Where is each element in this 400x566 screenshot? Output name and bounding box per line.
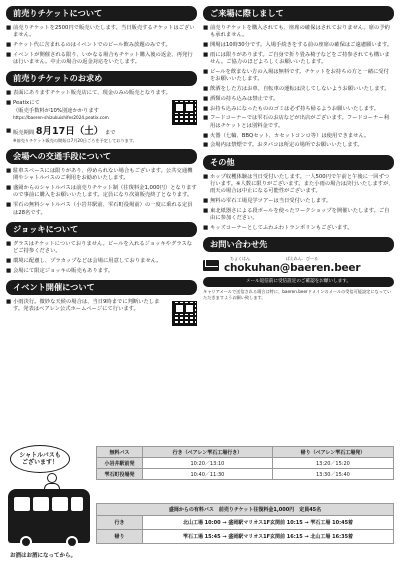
visit-item-6: ■ 酒類の持ち込みは禁止です。 [203, 95, 279, 102]
sales-period-note: ※前売りチケット販売の開始は7月20日ごろを予定しております。 [13, 137, 137, 143]
table-row [97, 504, 394, 516]
route-times: 雫石工場 15:45 → 盛岡駅マリオス1F玄関前 16:15 → 北山工場 16:35着 [143, 530, 394, 544]
peatix-qr-code[interactable] [172, 100, 197, 125]
stop-name: 小岩井駅前発 [97, 458, 143, 469]
visit-item-2: ■ 開場は10時30分です。入場手続きをする前の座席の確保はご遠慮願います。 [203, 42, 393, 49]
jug-item-3: ■ 会場にて限定ジョッキの販売もあります。 [6, 267, 114, 274]
free-bus-header: 無料バス [97, 447, 143, 458]
other-item-1: ■ ホップ収穫体験は当日受付いたします。一人500円で午前と午後に一回ずつ行います。※人数に限りがございます。また小雨の場合は決行いたしますが、雨天の場合は中止になる可能性がございます。 [203, 173, 394, 195]
advance-ticket-heading: 前売りチケットについて [6, 6, 197, 21]
jug-heading: ジョッキについて [6, 222, 197, 237]
peatix-url[interactable]: https://baeren-shizukuishifes2024.peatix.com [13, 114, 109, 120]
visit-item-8: ■ フードコーナーでは雫石のお店などが出店がございます。フードコーナー利用はチケットとは別料金です。 [203, 115, 389, 129]
event-heading: イベント開催について [6, 280, 197, 295]
paid-bus-timetable [96, 503, 394, 544]
drinking-age-caption: お酒はお酒になってから。 [10, 553, 77, 559]
mail-settings-bar: メール返信前に受信設定のご確認をお願いします。 [203, 277, 394, 287]
direction-label: 行き [97, 516, 143, 530]
visit-item-1: ■ 前売りチケットを購入されても、座席の確保はされておりません。席の予約も承れません。 [203, 25, 390, 39]
table-row [97, 469, 394, 480]
go-times: 10:40／11:30 [143, 469, 273, 480]
table-row [97, 516, 394, 530]
free-bus-timetable [96, 446, 394, 480]
other-item-4: ■ キッズコーナーとしてふわふわトランポリンもございます。 [203, 224, 353, 231]
peatix-label: Peatixにて [13, 100, 40, 107]
other-item-2: ■ 無料の雫石工場見学ツアーは当日受付いたします。 [203, 198, 332, 205]
right-column [203, 6, 394, 300]
mail-settings-note: キャリアメールで送信される場合は特に、baeren.beerドメインのメールの受信可能設定になっていただきますようお願い致します。 [203, 289, 392, 300]
sales-period-date: 8月17日（土） [35, 126, 104, 138]
visit-item-9: ■ 火器（七輪、BBQセット、カセットコンロ等）は使用できません。 [203, 132, 370, 139]
visit-item-4: ■ ビールを飲まない方の入場は無料です。チケットをお持ちの方と一緒に受付をお願いいたします。 [203, 68, 389, 83]
table-row [97, 530, 394, 544]
advance-item-3: ■ イベントが開催される限り、いかなる場合もチケット購入後の返金、再発行は行いません。中止の場合の返金対応をいたします。 [6, 51, 193, 66]
jug-item-2: ■ 環境に配慮し、プラカップなどは会場に用意しておりません。 [6, 257, 162, 264]
peatix-row: ■ Peatixにて （販売手数料が10%別途かかります https://baeren-shizukuishifes2024.peatix.com [6, 100, 197, 125]
advance-item-1: ■ 前売りチケットを2500円で販売いたします。当日販売するチケットはございません。 [6, 25, 195, 39]
left-column [6, 6, 197, 326]
advance-item-2: ■ チケット代に含まれるのはイベントでのビール飲み放題のみです。 [6, 42, 171, 49]
shuttle-bubble: シャトルバスも ございます！ [10, 445, 70, 473]
event-item: ■ 小雨決行。微妙な天候の場合は、当日9時までに判断いたします。発表はベアレン公式ホームページにて行います。 [6, 299, 160, 313]
bus-icon [8, 489, 90, 543]
back-times: 13:20／15:20 [272, 458, 393, 469]
contact-heading: お問い合わせ先 [203, 237, 394, 252]
transport-item-2: ■ 盛岡からのシャトルバスは前売りチケット制（往復料金1,000円）となりますので事前に購入をお願いいたします。定員になり次第販売終了となります。 [6, 185, 197, 199]
transport-item-3: ■ 雫石の無料シャトルバス（小岩井駅前、雫石町役場前）の一度に乗れる定員は28名です。 [6, 202, 193, 216]
back-times: 13:30／15:40 [272, 469, 393, 480]
peatix-fee-note: （販売手数料が10%別途かかります [13, 107, 99, 114]
visit-heading: ご来場に際しまして [203, 6, 394, 21]
direction-label: 帰り [97, 530, 143, 544]
event-row [6, 299, 197, 326]
shuttle-illustration [6, 445, 96, 563]
visit-item-3: ■ 雨には限りがあります。ご自身で折り畳み椅子などをご持参されても構いません。ご協力のほどよろしくお願いいたします。 [203, 51, 390, 66]
visit-item-10: ■ 会場内は禁煙です。おタバコは所定の場所でお願いいたします。 [203, 142, 363, 149]
other-heading: その他 [203, 155, 394, 170]
jug-item-1: ■ グラスはチケットについておりません。ビールを入れるジョッキやグラスなどご持参ください。 [6, 240, 193, 255]
visit-item-5: ■ 飲酒をした方はお車、自転車の運転は決してしないようお願いいたします。 [203, 86, 390, 93]
contact-email-row [203, 256, 394, 274]
transport-item-1: ■ 駐車スペースには限りがあり、停められない場合もございます。公共交通機関やシャトルバスのご利用をお勧めいたします。 [6, 168, 193, 182]
paid-bus-title: 盛岡からの有料バス 前売りチケット往復料金1,000円 定員45名 [97, 504, 394, 516]
contact-email[interactable]: chokuhan@baeren.beer [224, 262, 361, 275]
back-header: 帰り（ベアレン雫石工場発） [272, 447, 393, 458]
visit-item-7: ■ お持ち込みになったもののゴミは必ず持ち帰るようお願いいたします。 [203, 105, 380, 112]
purchase-item-store: ■ 表面にありますチケット販売店にて、現金のみの販売となります。 [6, 90, 171, 97]
transport-heading: 会場への交通手段について [6, 149, 197, 164]
sales-period: ■ 販売期間 8月17日（土） まで [6, 126, 116, 138]
route-times: 北山工場 10:00 → 盛岡駅マリオス1F玄関前 10:15 → 雫石工場 10:45着 [143, 516, 394, 530]
go-times: 10:20／13:10 [143, 458, 273, 469]
email-ruby: ちょくはん ばえれん．びーる [230, 256, 318, 262]
mail-icon [203, 260, 219, 271]
table-row [97, 458, 394, 469]
purchase-heading: 前売りチケットのお求め [6, 71, 197, 86]
other-item-3: ■ 東北紙器さによる段ボールを使ったワークショップを開催いたします。ご自由に参加ください。 [203, 207, 390, 222]
go-header: 行き（ベアレン雫石工場行き） [143, 447, 273, 458]
stop-name: 雫石町役場発 [97, 469, 143, 480]
table-row [97, 447, 394, 458]
event-qr-code[interactable] [172, 301, 197, 326]
